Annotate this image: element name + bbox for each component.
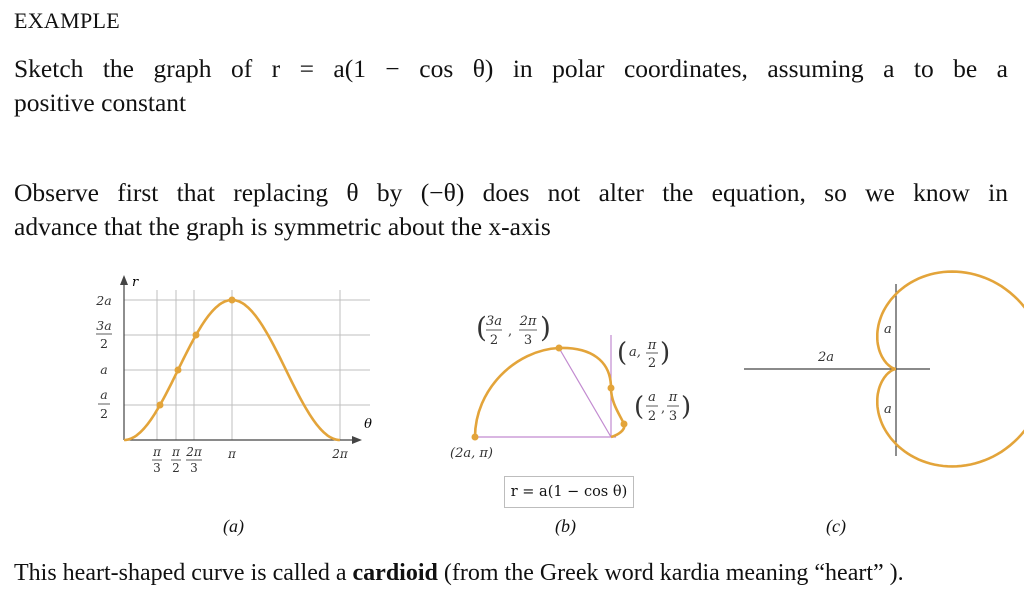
point-2a-pi — [472, 434, 479, 441]
x-tick-2pi3-den: 3 — [190, 461, 198, 475]
x-axis-label: θ — [364, 417, 372, 432]
num-pi: π — [668, 390, 678, 405]
y-tick-3a-num: 3a — [96, 318, 112, 333]
x-tick-pi2-num: π — [172, 445, 180, 459]
y-tick-a2-num: a — [100, 387, 108, 402]
point-3a2-2pi3 — [556, 345, 563, 352]
caption-c: (c) — [826, 516, 846, 536]
label-a2-pi3 — [634, 390, 691, 424]
problem-line-1: Sketch the graph of r = a(1 − cos θ) in polar coordinates, assuming a to be a — [14, 54, 1008, 83]
x-tick-2pi: 2π — [332, 447, 348, 461]
observation-line-2: advance that the graph is symmetric about the x-axis — [14, 212, 551, 241]
paren-right: ) — [681, 392, 692, 422]
highlight-point-3 — [229, 297, 236, 304]
x-tick-pi3-den: 3 — [153, 461, 161, 475]
caption-b: (b) — [555, 516, 576, 536]
x-axis-arrow — [352, 436, 362, 444]
highlight-point-0 — [157, 402, 164, 409]
example-heading: EXAMPLE — [14, 8, 120, 33]
den-3: 3 — [523, 333, 533, 348]
y-tick-2a: 2a — [96, 293, 112, 308]
point-a2-pi3 — [621, 421, 628, 428]
den-2: 2 — [647, 356, 657, 371]
num-a: a — [648, 390, 656, 405]
x-tick-pi: π — [228, 447, 236, 461]
den-3: 3 — [668, 409, 678, 424]
x-tick-2pi3-num: 2π — [186, 445, 202, 459]
point-a-pi2 — [608, 385, 615, 392]
y-axis-label: r — [132, 275, 139, 290]
figure-b-polar-sketch — [430, 295, 710, 470]
paren-left: ( — [634, 392, 645, 422]
y-axis-arrow — [120, 275, 128, 285]
paren-left: ( — [476, 311, 487, 344]
conclusion-text — [14, 560, 904, 587]
paren-left: ( — [617, 338, 628, 368]
highlight-point-2 — [193, 332, 200, 339]
problem-line-2: positive constant — [14, 88, 187, 117]
y-tick-a: a — [100, 362, 108, 377]
label-3a2-2pi3 — [476, 311, 551, 348]
comma: , — [508, 324, 513, 339]
observation-text — [14, 176, 1008, 244]
x-tick-pi3-num: π — [153, 445, 161, 459]
num-pi: π — [647, 338, 657, 353]
den-2: 2 — [489, 333, 499, 348]
conclusion-after: (from the Greek word kardia meaning “heart” ). — [437, 560, 904, 586]
grid-lines — [124, 290, 370, 440]
label-top-a: a — [884, 322, 892, 337]
cardioid-term: cardioid — [352, 560, 438, 586]
den-2: 2 — [647, 409, 657, 424]
conclusion-before: This heart-shaped curve is called a — [14, 560, 353, 586]
problem-statement — [14, 52, 1008, 120]
comma: , — [661, 401, 666, 416]
figure-c-cardioid — [740, 270, 940, 465]
num-3a: 3a — [485, 314, 503, 329]
paren-right: ) — [540, 311, 551, 344]
label-a: a, — [629, 345, 641, 360]
observation-line-1: Observe first that replacing θ by (−θ) does not alter the equation, so we know in — [14, 178, 1008, 207]
equation-box: r = a(1 − cos θ) — [504, 476, 634, 508]
num-2pi: 2π — [519, 314, 537, 329]
paren-right: ) — [660, 338, 671, 368]
x-tick-labels — [152, 445, 349, 475]
label-2a: 2a — [818, 350, 835, 365]
figure-a-graph — [80, 270, 380, 480]
upper-half-cardioid — [475, 348, 624, 437]
label-a-pi2 — [617, 338, 670, 371]
x-tick-pi2-den: 2 — [172, 461, 180, 475]
y-tick-3a-den: 2 — [100, 336, 108, 351]
y-tick-a2-den: 2 — [100, 406, 108, 421]
label-2a-pi: (2a, π) — [450, 446, 493, 461]
highlight-point-1 — [175, 367, 182, 374]
y-tick-labels — [95, 293, 112, 421]
label-bottom-a: a — [884, 402, 892, 417]
caption-a: (a) — [223, 516, 244, 536]
